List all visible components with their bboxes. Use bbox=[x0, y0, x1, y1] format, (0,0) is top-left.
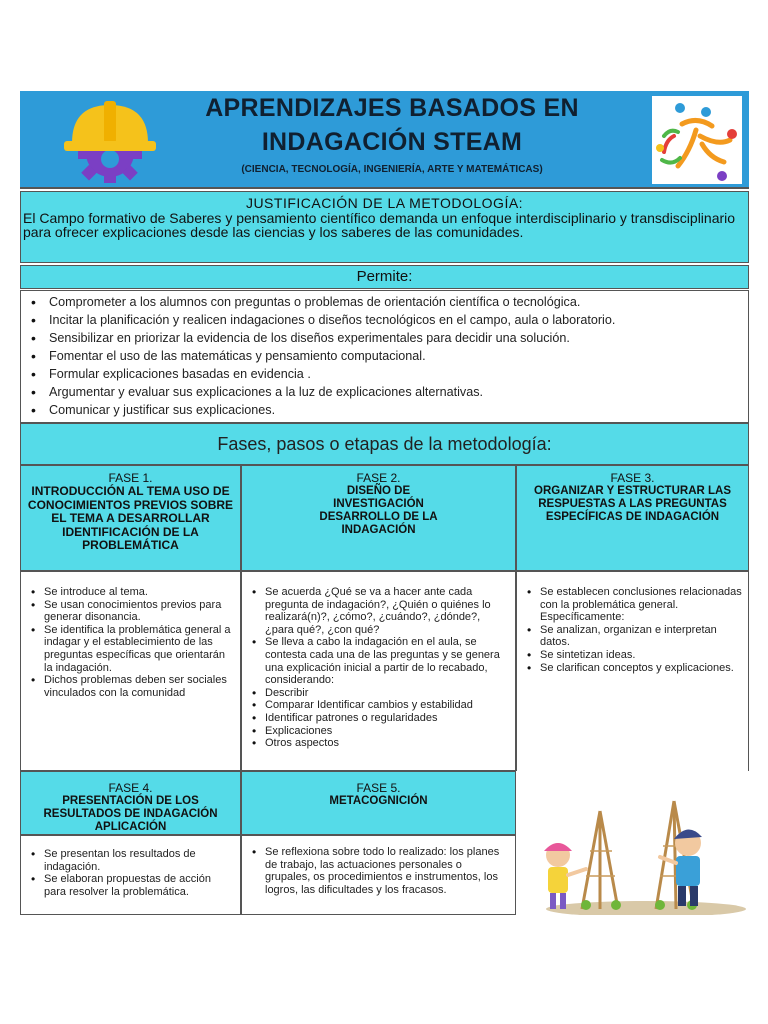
permite-header bbox=[20, 265, 749, 289]
list-item: • Se analizan, organizan e interpretan datos. bbox=[527, 624, 742, 649]
justification-section bbox=[20, 191, 749, 263]
list-item: • Se lleva a cabo la indagación en el aula, se contesta cada una de las preguntas y se genera una explicación inicial a partir de lo recabado, considerando: bbox=[252, 636, 509, 686]
phase-4-header bbox=[20, 771, 241, 835]
list-item: • Sensibilizar en priorizar la evidencia de los diseños experimentales para decidir una solución. bbox=[31, 329, 748, 347]
phase-1-body bbox=[20, 571, 241, 771]
subtitle: (CIENCIA, TECNOLOGÍA, INGENIERÍA, ARTE Y MATEMÁTICAS) bbox=[241, 164, 543, 175]
phases-title: Fases, pasos o etapas de la metodología: bbox=[217, 434, 552, 454]
list-item: • Se identifica la problemática general a indagar y el establecimiento de las preguntas específicas que orientarán la indagación. bbox=[31, 624, 234, 674]
list-item: • Se introduce al tema. bbox=[31, 586, 234, 599]
list-item: • Otros aspectos bbox=[252, 737, 509, 750]
phase-4-body bbox=[20, 835, 241, 915]
header bbox=[20, 91, 749, 189]
phase-5-body bbox=[241, 835, 516, 915]
phase-1-name: INTRODUCCIÓN AL TEMA USO DE CONOCIMIENTOS PREVIOS SOBRE EL TEMA A DESARROLLAR IDENTIFICACIÓN DE LA PROBLEMÁTICA bbox=[27, 484, 234, 552]
list-item: • Incitar la planificación y realicen indagaciones o diseños tecnológicos en el campo, aula o laboratorio. bbox=[31, 311, 748, 329]
list-item: • Comparar Identificar cambios y estabilidad bbox=[252, 699, 509, 712]
permite-title: Permite: bbox=[356, 268, 413, 285]
phase-3-body bbox=[516, 571, 749, 771]
phase-2-body bbox=[241, 571, 516, 771]
list-item: • Argumentar y evaluar sus explicaciones a la luz de explicaciones alternativas. bbox=[31, 383, 748, 401]
list-item: • Se acuerda ¿Qué se va a hacer ante cada pregunta de indagación?, ¿Quién o quiénes lo realizará(n)?, ¿cómo?, ¿cuándo?, ¿dónde?, ¿para qué?, ¿con qué? bbox=[252, 586, 509, 636]
steam-logo-icon bbox=[652, 96, 742, 184]
title-line-1: APRENDIZAJES BASADOS EN bbox=[205, 94, 579, 122]
list-item: • Comprometer a los alumnos con preguntas o problemas de orientación científica o tecnológica. bbox=[31, 293, 748, 311]
phase-3-header bbox=[516, 465, 749, 571]
phase-2-number: FASE 2. bbox=[356, 471, 401, 485]
list-item: • Se clarifican conceptos y explicaciones. bbox=[527, 662, 742, 675]
phase-5-header bbox=[241, 771, 516, 835]
phase-3-name: ORGANIZAR Y ESTRUCTURAR LAS RESPUESTAS A LAS PREGUNTAS ESPECÍFICAS DE INDAGACIÓN bbox=[534, 485, 731, 523]
phases-header bbox=[20, 423, 749, 465]
kids-garden-illustration bbox=[516, 771, 749, 915]
phase-2-name: DISEÑO DE INVESTIGACIÓN DESARROLLO DE LA INDAGACIÓN bbox=[319, 485, 438, 536]
justification-text: El Campo formativo de Saberes y pensamiento científico demanda un enfoque interdisciplinario y transdisciplinario para ofrecer explicaciones desde las ciencias y los saberes de las comunidades. bbox=[23, 210, 736, 240]
list-item: • Se reflexiona sobre todo lo realizado: los planes de trabajo, las actuaciones personales o grupales, os procedimientos e instrumentos, los logros, las dificultades y los fracasos. bbox=[252, 846, 509, 896]
kids-illustration-box bbox=[516, 771, 749, 915]
list-item: • Fomentar el uso de las matemáticas y pensamiento computacional. bbox=[31, 347, 748, 365]
phase-5-name: METACOGNICIÓN bbox=[329, 795, 428, 807]
list-item: • Se presentan los resultados de indagación. bbox=[31, 848, 234, 873]
list-item: • Se establecen conclusiones relacionadas con la problemática general. bbox=[527, 586, 742, 611]
phase-5-number: FASE 5. bbox=[356, 781, 401, 795]
title-line-2: INDAGACIÓN STEAM bbox=[261, 128, 523, 156]
list-item: • Se sintetizan ideas. bbox=[527, 649, 742, 662]
list-item: • Se elaboran propuestas de acción para resolver la problemática. bbox=[31, 873, 234, 898]
list-item: • Comunicar y justificar sus explicaciones. bbox=[31, 401, 748, 419]
list-item: • Explicaciones bbox=[252, 725, 509, 738]
phase-2-header bbox=[241, 465, 516, 571]
justification-title: JUSTIFICACIÓN DE LA METODOLOGÍA: bbox=[245, 195, 524, 211]
phase-1-number: FASE 1. bbox=[108, 471, 153, 485]
list-item: • Describir bbox=[252, 687, 509, 700]
list-item: • Formular explicaciones basadas en evidencia . bbox=[31, 365, 748, 383]
list-item: • Dichos problemas deben ser sociales vinculados con la comunidad bbox=[31, 674, 234, 699]
list-item: • Se usan conocimientos previos para generar disonancia. bbox=[31, 599, 234, 624]
list-item: • Identificar patrones o regularidades bbox=[252, 712, 509, 725]
infographic bbox=[20, 91, 749, 915]
phase-1-header bbox=[20, 465, 241, 571]
phase-4-number: FASE 4. bbox=[108, 781, 153, 795]
list-item: Específicamente: bbox=[540, 611, 625, 624]
phase-4-name: PRESENTACIÓN DE LOS RESULTADOS DE INDAGACIÓN APLICACIÓN bbox=[43, 795, 218, 833]
logo-box bbox=[652, 96, 742, 184]
helmet-gear-icon bbox=[58, 97, 162, 185]
phase-3-number: FASE 3. bbox=[610, 471, 655, 485]
permite-list bbox=[20, 290, 749, 423]
